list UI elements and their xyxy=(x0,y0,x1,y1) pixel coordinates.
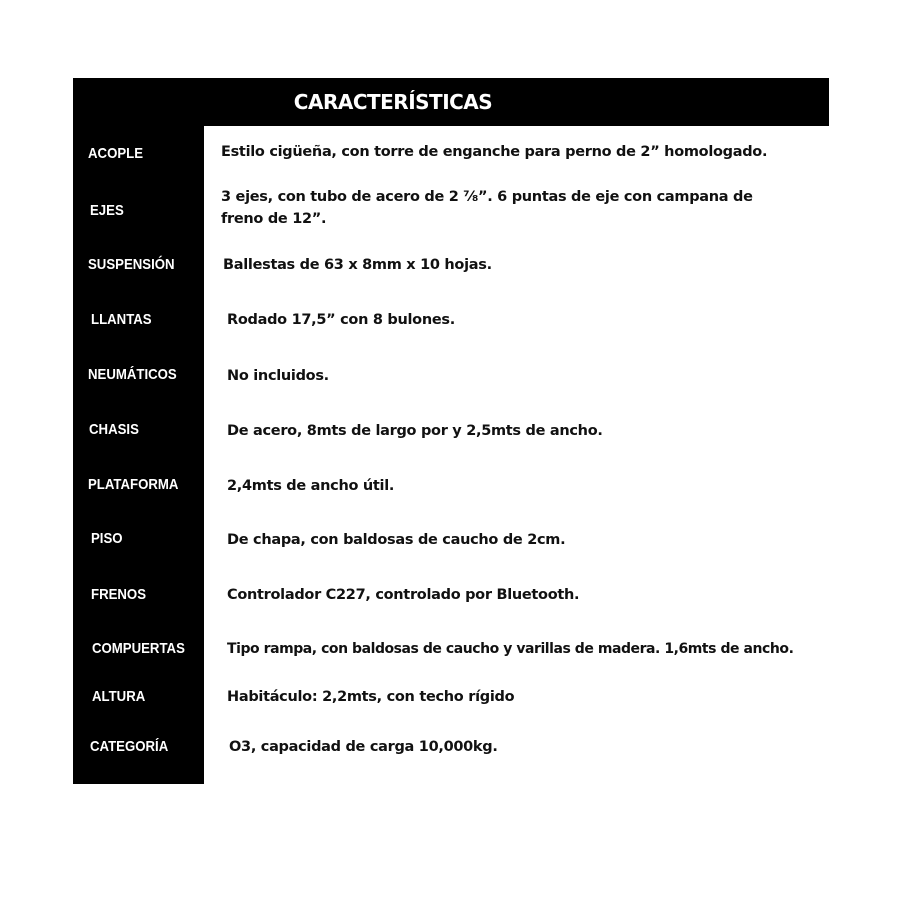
value-ejes-line1: 3 ejes, con tubo de acero de 2 ⅞”. 6 puntas de eje con campana de xyxy=(221,189,753,205)
label-categoria: CATEGORÍA xyxy=(90,738,169,755)
label-suspension: SUSPENSIÓN xyxy=(88,256,175,273)
value-plataforma: 2,4mts de ancho útil. xyxy=(227,478,395,494)
value-ejes-line2: freno de 12”. xyxy=(221,211,327,227)
value-altura: Habitáculo: 2,2mts, con techo rígido xyxy=(227,689,515,705)
value-categoria: O3, capacidad de carga 10,000kg. xyxy=(229,739,498,755)
label-compuertas: COMPUERTAS xyxy=(92,640,185,657)
value-llantas: Rodado 17,5” con 8 bulones. xyxy=(227,312,455,328)
label-neumaticos: NEUMÁTICOS xyxy=(88,366,177,383)
value-compuertas: Tipo rampa, con baldosas de caucho y varillas de madera. 1,6mts de ancho. xyxy=(227,641,794,657)
value-piso: De chapa, con baldosas de caucho de 2cm. xyxy=(227,532,566,548)
label-altura: ALTURA xyxy=(92,688,146,705)
label-llantas: LLANTAS xyxy=(91,311,152,328)
label-plataforma: PLATAFORMA xyxy=(88,476,179,493)
value-acople: Estilo cigüeña, con torre de enganche para perno de 2” homologado. xyxy=(221,144,768,160)
label-frenos: FRENOS xyxy=(91,586,147,603)
value-ejes xyxy=(221,186,753,230)
label-column xyxy=(73,126,204,784)
label-piso: PISO xyxy=(91,530,123,547)
page-title: CARACTERÍSTICAS xyxy=(293,90,493,114)
label-chasis: CHASIS xyxy=(89,421,139,438)
label-ejes: EJES xyxy=(90,202,124,219)
header-bar xyxy=(73,78,829,126)
label-acople: ACOPLE xyxy=(88,145,144,162)
value-frenos: Controlador C227, controlado por Bluetooth. xyxy=(227,587,580,603)
value-chasis: De acero, 8mts de largo por y 2,5mts de ancho. xyxy=(227,423,603,439)
value-neumaticos: No incluidos. xyxy=(227,368,329,384)
value-suspension: Ballestas de 63 x 8mm x 10 hojas. xyxy=(223,257,492,273)
